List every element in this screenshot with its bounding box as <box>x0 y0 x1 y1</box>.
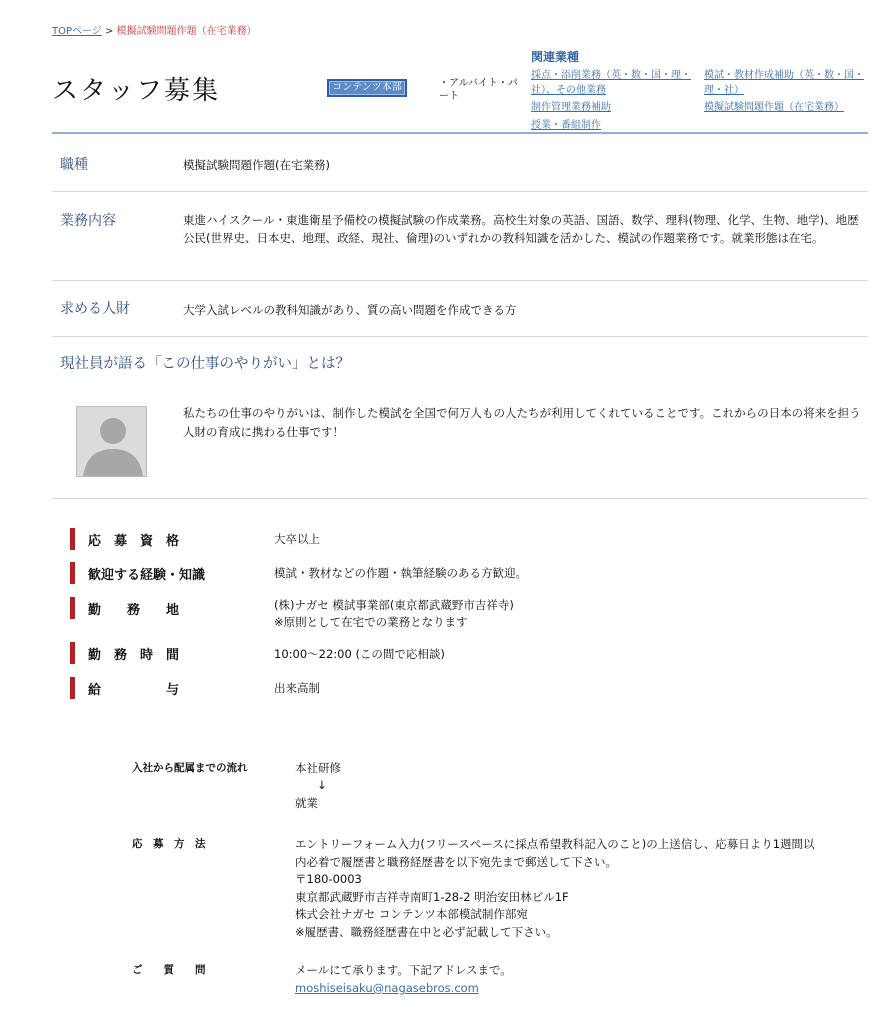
flow-arrow-icon: ↓ <box>317 778 327 792</box>
dept-badge: コンテンツ本部 <box>327 79 407 97</box>
employment-type: ・アルバイト・パート <box>439 78 518 102</box>
employee-voice-text: 私たちの仕事のやりがいは、制作した模試を全国で何万人もの人たちが利用してくれていることです。これからの日本の将来を担う人財の育成に携わる仕事です！ <box>183 406 861 439</box>
related-link-lesson-production[interactable]: 授業・番組制作 <box>531 120 601 131</box>
breadcrumb-current: 模擬試験問題作題（在宅業務） <box>116 26 257 37</box>
breadcrumb <box>52 22 257 37</box>
related-link-mock-exam[interactable]: 模擬試験問題作題（在宅業務） <box>704 102 844 113</box>
location-label: 勤 務 地 <box>88 603 180 618</box>
breadcrumb-home-link[interactable]: TOPページ <box>52 26 102 37</box>
flow-step-1: 本社研修 <box>295 761 341 775</box>
work-content-label: 業務内容 <box>60 213 116 229</box>
breadcrumb-separator: > <box>105 26 114 37</box>
work-content-row <box>52 192 868 281</box>
salary-label: 給 与 <box>88 683 180 698</box>
question-text: メールにて承ります。下記アドレスまで。 <box>295 963 512 977</box>
related-jobs-title: 関連業種 <box>531 50 580 64</box>
apply-line-1: エントリーフォーム入力(フリースペースに採点希望教科記入のこと)の上送信し、応募日より1週間以 <box>295 837 815 851</box>
wanted-row <box>52 281 868 337</box>
experience-bar <box>70 562 75 584</box>
hours-value: 10:00〜22:00 (この間で応相談) <box>274 647 445 661</box>
salary-value: 出来高制 <box>274 681 320 695</box>
apply-address: 東京都武蔵野市吉祥寺南町1-28-2 明治安田林ビル1F <box>295 889 569 904</box>
flow-label: 入社から配属までの流れ <box>132 762 248 774</box>
wanted-value: 大学入試レベルの教科知識があり、質の高い問題を作成できる方 <box>183 303 517 317</box>
employee-voice-title: 現社員が語る「この仕事のやりがい」とは？ <box>60 356 350 372</box>
job-type-label: 職種 <box>60 157 88 173</box>
hours-bar <box>70 642 75 664</box>
qualification-value: 大卒以上 <box>274 532 320 546</box>
experience-label: 歓迎する経験・知識 <box>88 568 206 583</box>
question-label: ご 質 問 <box>132 964 206 976</box>
flow-step-2: 就業 <box>295 796 318 810</box>
related-link-material-assist[interactable]: 模試・教材作成補助（英・数・国・理・社） <box>704 70 864 96</box>
salary-bar <box>70 677 75 699</box>
voice-divider <box>52 498 868 499</box>
page-title: スタッフ募集 <box>52 76 221 106</box>
apply-recipient: 株式会社ナガセ コンテンツ本部模試制作部宛 <box>295 907 528 921</box>
apply-note: ※履歴書、職務経歴書在中と必ず記載して下さい。 <box>295 924 558 939</box>
employee-avatar-icon <box>76 406 147 477</box>
work-content-value: 東進ハイスクール・東進衛星予備校の模擬試験の作成業務。高校生対象の英語、国語、数学、理科(物理、化学、生物、地学)、地歴公民(世界史、日本史、地理、政経、現社、倫理)のいずれかの教科知識を活かした、模試の作題業務です。就業形態は在宅。 <box>183 213 859 245</box>
location-line-2: ※原則として在宅での業務となります <box>274 615 468 629</box>
job-type-row <box>52 134 868 192</box>
location-bar <box>70 597 75 619</box>
hours-label: 勤 務 時 間 <box>88 648 180 663</box>
related-link-production-management[interactable]: 制作管理業務補助 <box>531 102 611 113</box>
location-line-1: (株)ナガセ 模試事業部(東京都武蔵野市吉祥寺) <box>274 598 514 612</box>
job-type-value: 模擬試験問題作題(在宅業務) <box>183 158 330 172</box>
apply-postal-code: 〒180-0003 <box>295 872 362 886</box>
apply-line-2: 内必着で履歴書と職務経歴書を以下宛先まで郵送して下さい。 <box>295 854 617 869</box>
qualification-bar <box>70 528 75 550</box>
contact-email-link[interactable]: moshiseisaku@nagasebros.com <box>295 981 479 995</box>
apply-method-label: 応 募 方 法 <box>132 838 206 850</box>
wanted-label: 求める人財 <box>60 301 130 317</box>
qualification-label: 応 募 資 格 <box>88 534 180 549</box>
related-link-grading[interactable]: 採点・添削業務（英・数・国・理・社）、その他業務 <box>531 70 691 96</box>
experience-value: 模試・教材などの作題・執筆経験のある方歓迎。 <box>274 566 527 580</box>
